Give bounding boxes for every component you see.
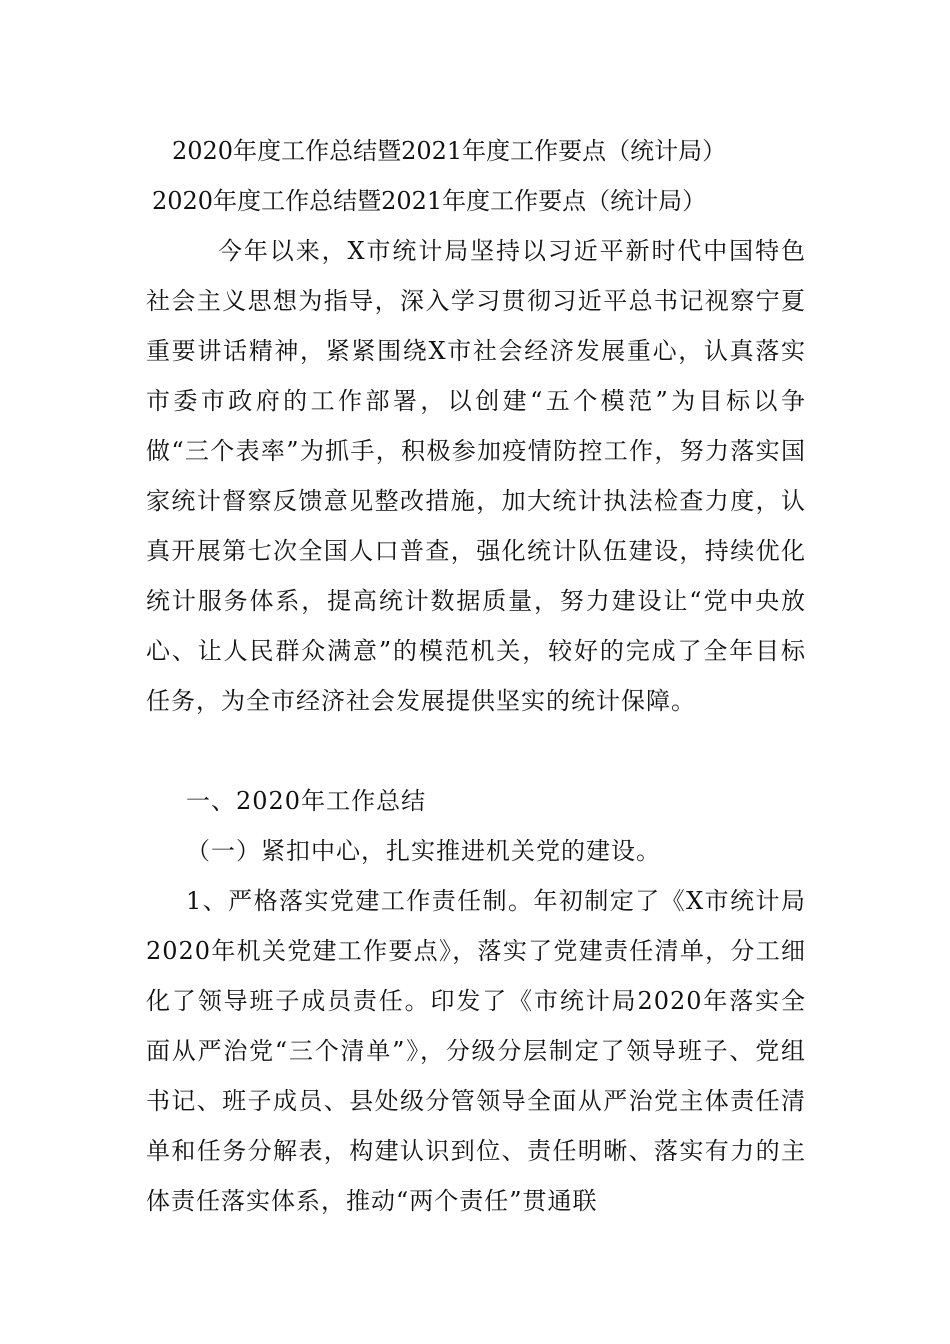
document-subtitle: 2020年度工作总结暨2021年度工作要点（统计局） [152,187,707,215]
section-heading: 一、2020年工作总结 [186,787,427,815]
document-title: 2020年度工作总结暨2021年度工作要点（统计局） [172,137,727,165]
intro-paragraph: 今年以来，X市统计局坚持以习近平新时代中国特色社会主义思想为指导，深入学习贯彻习近平总书记视察宁夏重要讲话精神，紧紧围绕X市社会经济发展重心，认真落实市委市政府的工作部署，以创建“五个模范”为目标以争做“三个表率”为抓手，积极参加疫情防控工作，努力落实国家统计督察反馈意见整改措施，加大统计执法检查力度，认真开展第七次全国人口普查，强化统计队伍建设，持续优化统计服务体系，提高统计数据质量，努力建设让“党中央放心、让人民群众满意”的模范机关，较好的完成了全年目标任务，为全市经济社会发展提供坚实的统计保障。 [146,237,806,715]
subsection-heading: （一）紧扣中心，扎实推进机关党的建设。 [186,837,661,865]
body-paragraph: 1、严格落实党建工作责任制。年初制定了《X市统计局2020年机关党建工作要点》，落实了党建责任清单，分工细化了领导班子成员责任。印发了《市统计局2020年落实全面从严治党“三个清单”》，分级分层制定了领导班子、党组书记、班子成员、县处级分管领导全面从严治党主体责任清单和任务分解表，构建认识到位、责任明晰、落实有力的主体责任落实体系，推动“两个责任”贯通联 [146,887,806,1215]
